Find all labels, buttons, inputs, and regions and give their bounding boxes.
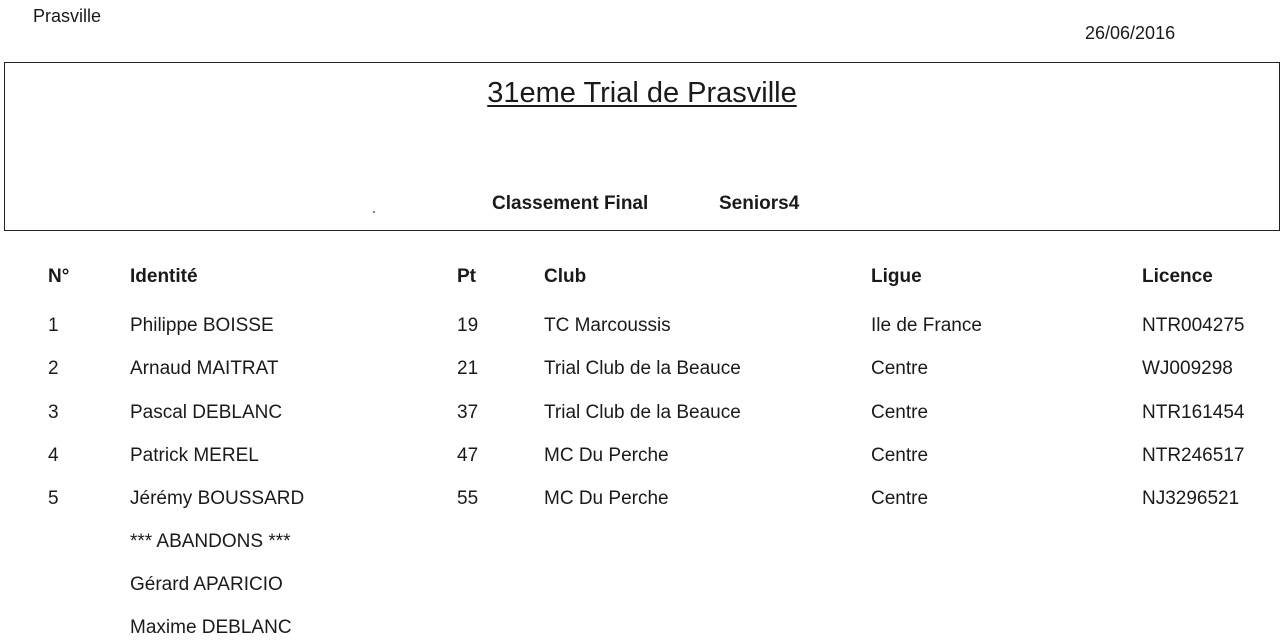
points: 55	[457, 488, 479, 509]
rider-name: Philippe BOISSE	[130, 315, 274, 336]
rank: 3	[48, 402, 59, 423]
header-licence: Licence	[1142, 266, 1213, 287]
rank: 1	[48, 315, 59, 336]
points: 47	[457, 445, 479, 466]
header-ligue: Ligue	[871, 266, 922, 287]
event-title: 31eme Trial de Prasville	[487, 77, 797, 109]
category-label: Seniors4	[719, 193, 800, 214]
rider-name: Gérard APARICIO	[130, 574, 283, 595]
club: MC Du Perche	[544, 488, 669, 509]
scan-speck	[373, 211, 375, 213]
club: MC Du Perche	[544, 445, 669, 466]
ligue: Centre	[871, 402, 929, 423]
document-date: 26/06/2016	[1085, 23, 1176, 43]
header-club: Club	[544, 266, 587, 287]
title-box	[4, 62, 1280, 231]
table-row	[0, 315, 1286, 339]
place-name: Prasville	[33, 6, 102, 26]
abandon-row	[0, 617, 1286, 641]
licence: NTR004275	[1142, 315, 1245, 336]
rider-name: Maxime DEBLANC	[130, 617, 292, 638]
ligue: Centre	[871, 488, 929, 509]
table-row	[0, 488, 1286, 512]
abandons-label: *** ABANDONS ***	[130, 531, 291, 552]
table-row	[0, 445, 1286, 469]
points: 21	[457, 358, 479, 379]
abandon-row	[0, 574, 1286, 598]
abandons-label-row	[0, 531, 1286, 555]
ligue: Centre	[871, 358, 929, 379]
licence: NTR161454	[1142, 402, 1245, 423]
rider-name: Patrick MEREL	[130, 445, 259, 466]
classement-label: Classement Final	[492, 193, 649, 214]
table-row	[0, 358, 1286, 382]
rank: 4	[48, 445, 59, 466]
points: 19	[457, 315, 479, 336]
rider-name: Jérémy BOUSSARD	[130, 488, 305, 509]
licence: NJ3296521	[1142, 488, 1240, 509]
table-row	[0, 402, 1286, 426]
rider-name: Arnaud MAITRAT	[130, 358, 279, 379]
header-num: N°	[48, 266, 70, 287]
points: 37	[457, 402, 479, 423]
licence: NTR246517	[1142, 445, 1245, 466]
club: Trial Club de la Beauce	[544, 358, 741, 379]
licence: WJ009298	[1142, 358, 1233, 379]
header-pt: Pt	[457, 266, 476, 287]
rider-name: Pascal DEBLANC	[130, 402, 283, 423]
club: Trial Club de la Beauce	[544, 402, 741, 423]
table-header	[0, 266, 1286, 290]
ligue: Ile de France	[871, 315, 982, 336]
ligue: Centre	[871, 445, 929, 466]
header-identite: Identité	[130, 266, 198, 287]
club: TC Marcoussis	[544, 315, 671, 336]
rank: 5	[48, 488, 59, 509]
rank: 2	[48, 358, 59, 379]
